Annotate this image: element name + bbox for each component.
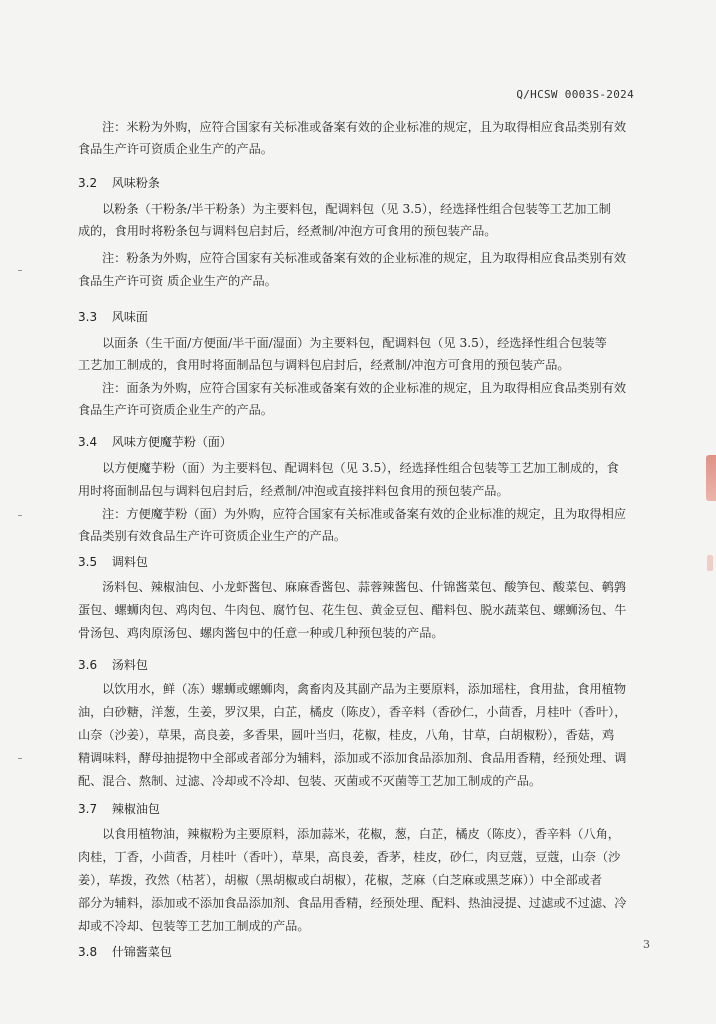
section-title: 风味粉条 [111, 176, 160, 190]
note-line: 注：粉条为外购，应符合国家有关标准或备案有效的企业标准的规定，且为取得相应食品类别有效 [102, 251, 627, 265]
body-line: 姜），荜拨，孜然（枯茗），胡椒（黑胡椒或白胡椒），花椒，芝麻（白芝麻或黑芝麻））中全部或者 [78, 873, 603, 887]
section-title: 风味方便魔芋粉（面） [111, 435, 232, 449]
section-title: 辣椒油包 [111, 802, 160, 816]
body-line: 以粉条（干粉条/半干粉条）为主要料包，配调料包（见 3.5），经选择性组合包装等工艺加工制 [102, 202, 611, 216]
seal-edge-mark [707, 555, 713, 571]
body-line: 以方便魔芋粉（面）为主要料包、配调料包（见 3.5），经选择性组合包装等工艺加工制成的，食 [102, 461, 619, 475]
section-number: 3.6 [78, 658, 98, 672]
standard-code: Q/HCSW 0003S-2024 [516, 88, 634, 101]
body-line: 以食用植物油，辣椒粉为主要原料，添加蒜米，花椒，葱，白芷，橘皮（陈皮），香辛料（八角， [102, 827, 620, 841]
section-number: 3.5 [78, 555, 98, 569]
section-title: 汤料包 [111, 658, 148, 672]
body-line: 骨汤包、鸡肉原汤包、螺肉酱包中的任意一种或几种预包装的产品。 [78, 626, 444, 640]
body-line: 工艺加工制成的，食用时将面制品包与调料包启封后，经煮制/冲泡方可食用的预包装产品。 [78, 358, 570, 372]
section-number: 3.3 [78, 310, 98, 324]
body-line: 部分为辅料，添加或不添加食品添加剂、食品用香精，经预处理、配料、热油浸提、过滤或不过滤、冷 [78, 896, 627, 910]
note-line: 食品生产许可资质企业生产的产品。 [78, 142, 273, 156]
body-line: 以饮用水，鲜（冻）螺蛳或螺蛳肉，禽畜肉及其副产品为主要原料，添加瑶柱，食用盐，食用植物 [102, 682, 627, 696]
section-heading [78, 656, 148, 673]
body-line: 汤料包、辣椒油包、小龙虾酱包、麻麻香酱包、蒜蓉辣酱包、什锦酱菜包、酸笋包、酸菜包、鹌鹑 [102, 580, 627, 594]
body-line: 肉桂，丁香，小茴香，月桂叶（香叶），草果，高良姜，香茅，桂皮，砂仁，肉豆蔻，豆蔻，山奈（沙 [78, 850, 621, 864]
note-line: 注：米粉为外购，应符合国家有关标准或备案有效的企业标准的规定，且为取得相应食品类别有效 [102, 120, 627, 134]
note-line: 食品类别有效食品生产许可资质企业生产的产品。 [78, 529, 347, 543]
body-line: 用时将面制品包与调料包启封后，经煮制/冲泡或直接拌料包食用的预包装产品。 [78, 484, 509, 498]
note-line: 注：面条为外购，应符合国家有关标准或备案有效的企业标准的规定，且为取得相应食品类别有效 [102, 381, 627, 395]
margin-mark [18, 515, 22, 516]
section-heading [78, 943, 172, 960]
body-line: 却或不冷却、包装等工艺加工制成的产品。 [78, 919, 310, 933]
section-number: 3.4 [78, 435, 98, 449]
section-heading [78, 308, 148, 325]
section-title: 风味面 [111, 310, 148, 324]
section-heading [78, 800, 160, 817]
note-line: 食品生产许可资 质企业生产的产品。 [78, 274, 277, 288]
section-heading [78, 174, 160, 191]
body-line: 成的，食用时将粉条包与调料包启封后，经煮制/冲泡方可食用的预包装产品。 [78, 224, 497, 238]
note-line: 食品生产许可资质企业生产的产品。 [78, 403, 273, 417]
section-heading [78, 433, 232, 450]
section-title: 调料包 [111, 555, 148, 569]
body-line: 配、混合、熬制、过滤、冷却或不冷却、包装、灭菌或不灭菌等工艺加工制成的产品。 [78, 774, 542, 788]
section-number: 3.8 [78, 945, 98, 959]
margin-mark [18, 758, 22, 759]
note-line: 注：方便魔芋粉（面）为外购，应符合国家有关标准或备案有效的企业标准的规定，且为取得相应 [102, 507, 627, 521]
body-line: 油，白砂糖，洋葱，生姜，罗汉果，白芷，橘皮（陈皮），香辛料（香砂仁，小茴香，月桂叶（香叶）， [78, 705, 627, 719]
section-number: 3.2 [78, 176, 98, 190]
body-line: 精调味料，酵母抽提物中全部或者部分为辅料，添加或不添加食品添加剂、食品用香精，经预处理、调 [78, 751, 627, 765]
body-line: 蛋包、螺蛳肉包、鸡肉包、牛肉包、腐竹包、花生包、黄金豆包、醋料包、脱水蔬菜包、螺蛳汤包、牛 [78, 603, 627, 617]
section-number: 3.7 [78, 802, 98, 816]
section-heading [78, 553, 148, 570]
seal-edge-mark [706, 455, 716, 501]
section-title: 什锦酱菜包 [111, 945, 172, 959]
body-line: 山奈（沙姜），草果，高良姜，多香果，圆叶当归，花椒，桂皮，八角，甘草，白胡椒粉），香菇，鸡 [78, 728, 615, 742]
body-line: 以面条（生干面/方便面/半干面/湿面）为主要料包，配调料包（见 3.5），经选择性组合包装等 [102, 336, 607, 350]
page-number: 3 [643, 938, 650, 951]
margin-mark [18, 270, 22, 271]
